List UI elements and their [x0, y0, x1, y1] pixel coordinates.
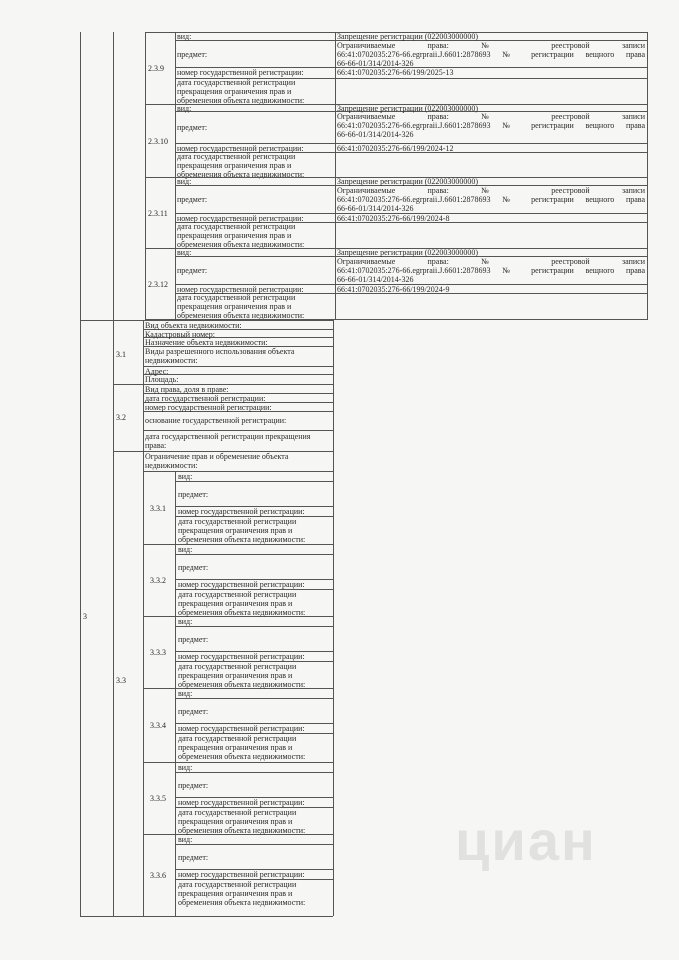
value-predmet: Ограничиваемые права: № реестровой записи: [337, 186, 645, 195]
table-border: [333, 320, 334, 916]
group-header: Ограничение прав и обременение объекта недвижимости:: [145, 452, 289, 470]
field-label: Площадь:: [145, 374, 179, 384]
label-vid: вид:: [178, 835, 193, 844]
label-predmet: предмет:: [178, 707, 209, 716]
field-label: дата государственной регистрации:: [145, 393, 266, 403]
label-vid: вид:: [177, 177, 192, 186]
table-border: [145, 32, 146, 320]
value-predmet: Ограничиваемые права: № реестровой записи: [337, 112, 645, 121]
section-number: 3: [83, 612, 87, 621]
label-data-prekr: дата государственной регистрации прекращения ограничения прав и обременения объекта недвижимости:: [177, 78, 305, 105]
label-vid: вид:: [177, 32, 192, 41]
label-predmet: предмет:: [178, 635, 209, 644]
label-predmet: предмет:: [177, 195, 208, 204]
row-number: 3.3.1: [150, 503, 166, 513]
label-nomer: номер государственной регистрации:: [178, 580, 305, 589]
label-predmet: предмет:: [177, 49, 208, 59]
field-label: дата государственной регистрации прекращения права:: [145, 432, 311, 450]
row-number: 3.3.2: [150, 576, 166, 585]
row-number: 2.3.9: [148, 64, 164, 73]
table-border: [113, 320, 114, 916]
label-data-prekr: дата государственной регистрации прекращения ограничения прав и обременения объекта недвижимости:: [177, 222, 305, 249]
value-nomer: 66:41:0702035:276-66/199/2024-12: [337, 144, 454, 153]
table-border: [143, 762, 333, 763]
value-nomer: 66:41:0702035:276-66/199/2024-9: [337, 285, 450, 294]
row-number: 3.3: [116, 676, 126, 685]
label-nomer: номер государственной регистрации:: [178, 798, 305, 807]
table-border: [175, 844, 333, 845]
label-predmet: предмет:: [177, 266, 208, 275]
value-predmet: 66-66-01/314/2014-326: [337, 204, 414, 213]
table-border: [143, 544, 333, 545]
table-border: [175, 772, 333, 773]
value-predmet: 66-66-01/314/2014-326: [337, 130, 414, 139]
value-vid: Запрещение регистрации (022003000000): [337, 248, 479, 257]
label-vid: вид:: [177, 248, 192, 257]
label-data-prekr: дата государственной регистрации прекращения ограничения прав и обременения объекта недвижимости:: [178, 808, 306, 835]
label-nomer: номер государственной регистрации:: [177, 144, 304, 153]
value-predmet: 66-66-01/314/2014-326: [337, 275, 414, 284]
label-nomer: номер государственной регистрации:: [177, 285, 304, 294]
label-nomer: номер государственной регистрации:: [178, 724, 305, 733]
row-number: 2.3.12: [148, 279, 168, 289]
table-border: [175, 698, 333, 699]
table-border: [175, 481, 333, 482]
label-vid: вид:: [178, 689, 193, 698]
left-border: [80, 32, 81, 917]
field-label: Вид права, доля в праве:: [145, 384, 229, 394]
value-predmet: 66-66-01/314/2014-326: [337, 59, 414, 68]
field-label: основание государственной регистрации:: [145, 416, 287, 425]
label-vid: вид:: [178, 545, 193, 554]
label-data-prekr: дата государственной регистрации прекращения ограничения прав и обременения объекта недвижимости:: [177, 152, 305, 179]
value-predmet: 66:41:0702035:276-66.egrpraii.J.6601:2878693 № регистрации вещного права: [337, 50, 645, 59]
table-border: [175, 626, 333, 627]
label-vid: вид:: [177, 104, 192, 113]
row-number: 3.2: [116, 413, 126, 422]
table-border: [335, 32, 336, 320]
row-number: 2.3.10: [148, 136, 168, 146]
label-predmet: предмет:: [178, 853, 209, 862]
label-predmet: предмет:: [178, 490, 209, 499]
field-label: Адрес:: [145, 366, 169, 376]
table-border: [143, 320, 144, 916]
table-border: [647, 32, 648, 320]
label-nomer: номер государственной регистрации:: [177, 214, 304, 223]
value-predmet: Ограничиваемые права: № реестровой записи: [337, 41, 645, 50]
field-label: номер государственной регистрации:: [145, 402, 272, 412]
value-vid: Запрещение регистрации (022003000000): [337, 32, 479, 41]
field-label: Кадастровый номер:: [145, 329, 215, 339]
row-number: 3.3.3: [150, 648, 166, 657]
row-number: 3.3.6: [150, 871, 166, 880]
label-data-prekr: дата государственной регистрации прекращения ограничения прав и обременения объекта недвижимости:: [177, 293, 305, 320]
value-predmet: Ограничиваемые права: № реестровой записи: [337, 257, 645, 266]
value-predmet: 66:41:0702035:276-66.egrpraii.J.6601:2878693 № регистрации вещного права: [337, 195, 645, 204]
label-data-prekr: дата государственной регистрации прекращения ограничения прав и обременения объекта недвижимости:: [178, 517, 306, 544]
table-border: [175, 32, 176, 320]
label-data-prekr: дата государственной регистрации прекращения ограничения прав и обременения объекта недвижимости:: [178, 734, 306, 761]
label-nomer: номер государственной регистрации:: [178, 870, 305, 879]
table-border: [80, 916, 333, 917]
label-data-prekr: дата государственной регистрации прекращения ограничения прав и обременения объекта недвижимости:: [178, 880, 306, 907]
table-border: [143, 471, 333, 472]
value-vid: Запрещение регистрации (022003000000): [337, 177, 479, 186]
label-nomer: номер государственной регистрации:: [178, 652, 305, 661]
label-nomer: номер государственной регистрации:: [178, 507, 305, 516]
watermark-logo: циан: [455, 809, 597, 872]
field-label: Виды разрешенного использования объекта недвижимости:: [145, 346, 295, 365]
value-predmet: 66:41:0702035:276-66.egrpraii.J.6601:2878693 № регистрации вещного права: [337, 266, 645, 275]
label-nomer: номер государственной регистрации:: [177, 68, 304, 77]
value-nomer: 66:41:0702035:276-66/199/2025-13: [337, 68, 454, 77]
row-number: 3.3.4: [150, 721, 166, 730]
field-label: Назначение объекта недвижимости:: [145, 337, 268, 347]
label-vid: вид:: [178, 617, 193, 626]
label-predmet: предмет:: [178, 563, 209, 572]
table-border: [143, 430, 333, 431]
label-vid: вид:: [178, 763, 193, 772]
value-predmet: 66:41:0702035:276-66.egrpraii.J.6601:2878693 № регистрации вещного права: [337, 121, 645, 130]
table-border: [175, 554, 333, 555]
row-number: 3.1: [116, 350, 126, 359]
label-vid: вид:: [178, 472, 193, 481]
table-border: [113, 32, 114, 320]
label-data-prekr: дата государственной регистрации прекращения ограничения прав и обременения объекта недвижимости:: [178, 662, 306, 689]
field-label: Вид объекта недвижимости:: [145, 320, 242, 330]
row-number: 3.3.5: [150, 794, 166, 803]
table-border: [175, 471, 176, 916]
label-predmet: предмет:: [177, 123, 208, 132]
label-data-prekr: дата государственной регистрации прекращения ограничения прав и обременения объекта недвижимости:: [178, 590, 306, 617]
value-vid: Запрещение регистрации (022003000000): [337, 104, 479, 113]
row-number: 2.3.11: [148, 208, 168, 218]
value-nomer: 66:41:0702035:276-66/199/2024-8: [337, 214, 450, 223]
label-predmet: предмет:: [178, 781, 209, 790]
